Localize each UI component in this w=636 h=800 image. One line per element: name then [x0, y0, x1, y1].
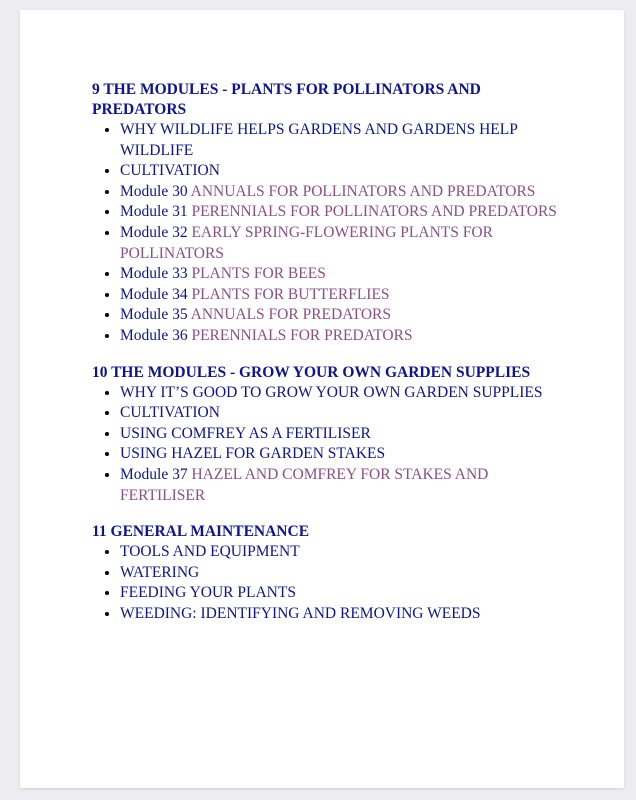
item-text: WEEDING: IDENTIFYING AND REMOVING WEEDS — [120, 604, 481, 622]
module-link[interactable]: PERENNIALS FOR POLLINATORS AND PREDATORS — [191, 203, 557, 221]
section-title: 11 GENERAL MAINTENANCE — [92, 523, 310, 541]
module-number: Module 37 — [120, 465, 192, 483]
list-item — [120, 264, 562, 285]
document-page — [20, 10, 624, 788]
list-item — [120, 424, 562, 445]
list-item — [120, 305, 562, 326]
list-item — [120, 383, 562, 404]
module-number: Module 31 — [120, 203, 192, 221]
toc-list — [92, 383, 562, 507]
list-item — [120, 223, 562, 264]
list-item — [120, 542, 562, 563]
module-link[interactable]: ANNUALS FOR POLLINATORS AND PREDATORS — [190, 182, 536, 200]
item-text: USING HAZEL FOR GARDEN STAKES — [120, 445, 386, 463]
list-item — [120, 326, 562, 347]
module-link[interactable]: EARLY SPRING-FLOWERING PLANTS FOR POLLINATORS — [120, 223, 493, 262]
list-item — [120, 120, 562, 161]
module-number: Module 35 — [120, 306, 191, 324]
toc-section-9 — [92, 80, 562, 347]
toc-section-10 — [92, 363, 562, 507]
list-item — [120, 465, 562, 506]
item-text: WHY WILDLIFE HELPS GARDENS AND GARDENS HELP WILDLIFE — [120, 121, 518, 159]
module-number: Module 34 — [120, 285, 192, 303]
module-number: Module 33 — [120, 265, 192, 283]
module-link[interactable]: PLANTS FOR BEES — [191, 265, 326, 283]
list-item — [120, 444, 562, 465]
module-number: Module 30 — [120, 182, 191, 200]
item-text: USING COMFREY AS A FERTILISER — [120, 424, 371, 442]
list-item — [120, 403, 562, 424]
module-link[interactable]: PERENNIALS FOR PREDATORS — [191, 326, 413, 344]
module-link[interactable]: HAZEL AND COMFREY FOR STAKES AND FERTILISER — [120, 465, 489, 504]
list-item — [120, 604, 562, 625]
item-text: WHY IT’S GOOD TO GROW YOUR OWN GARDEN SUPPLIES — [120, 383, 543, 401]
module-number: Module 36 — [120, 326, 192, 344]
toc-section-11 — [92, 522, 562, 624]
section-title: 9 THE MODULES - PLANTS FOR POLLINATORS AND PREDATORS — [92, 81, 481, 118]
list-item — [120, 161, 562, 182]
list-item — [120, 563, 562, 584]
item-text: CULTIVATION — [120, 404, 220, 422]
toc-list — [92, 542, 562, 624]
item-text: WATERING — [120, 563, 200, 581]
list-item — [120, 202, 562, 223]
module-link[interactable]: ANNUALS FOR PREDATORS — [190, 306, 392, 324]
section-title: 10 THE MODULES - GROW YOUR OWN GARDEN SUPPLIES — [92, 363, 531, 381]
item-text: TOOLS AND EQUIPMENT — [120, 543, 300, 561]
module-number: Module 32 — [120, 223, 192, 241]
list-item — [120, 583, 562, 604]
list-item — [120, 285, 562, 306]
list-item — [120, 182, 562, 203]
item-text: CULTIVATION — [120, 162, 220, 180]
module-link[interactable]: PLANTS FOR BUTTERFLIES — [191, 285, 390, 303]
toc-list — [92, 120, 562, 347]
table-of-contents — [92, 80, 562, 640]
item-text: FEEDING YOUR PLANTS — [120, 584, 296, 602]
